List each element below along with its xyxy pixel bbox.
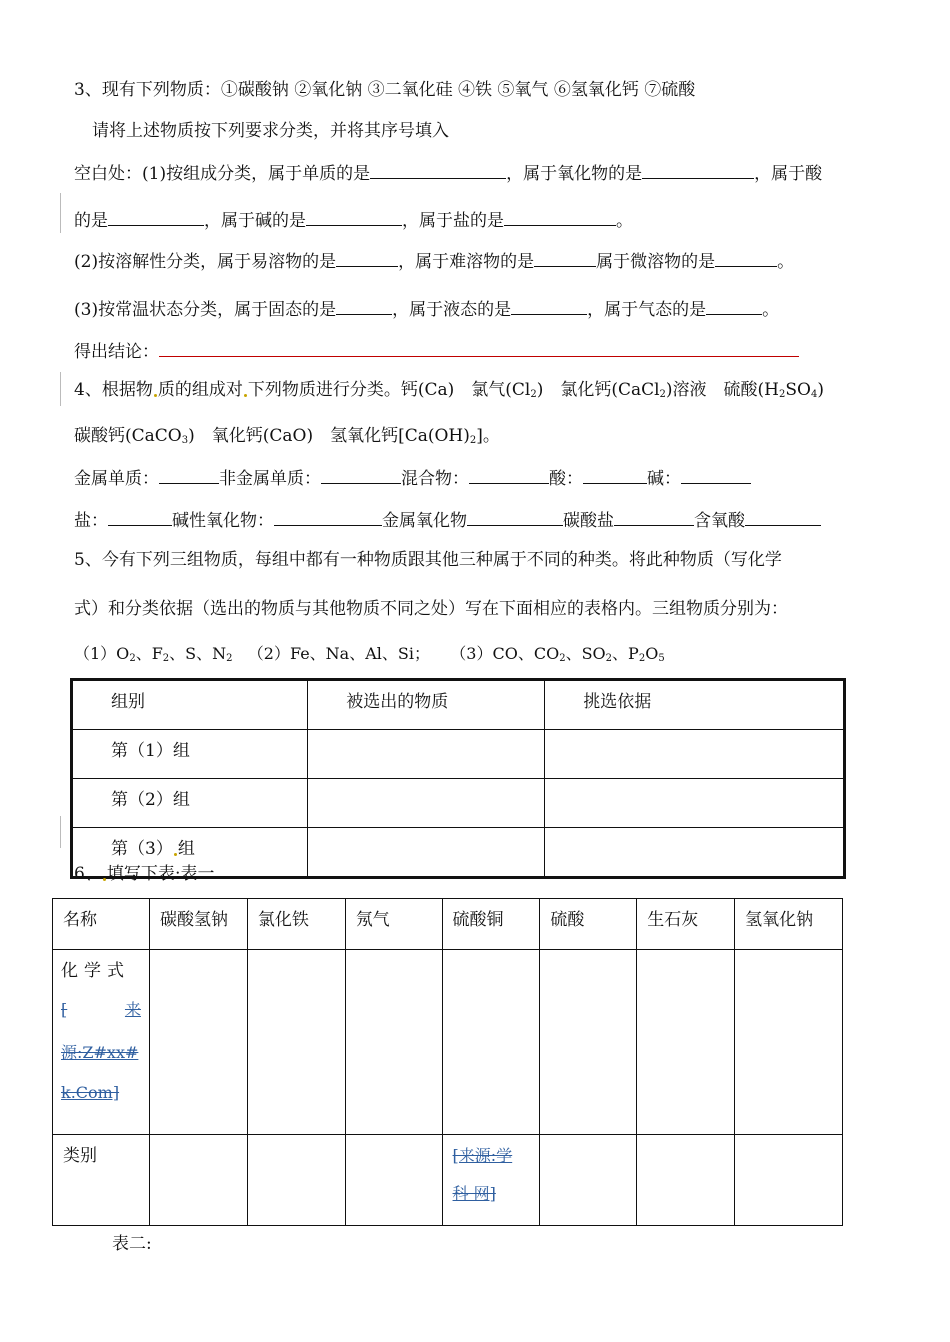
q6-row-formula-label: 化学式 [ 来 源:Z#xx# k.Com]	[53, 950, 150, 1135]
blank-q4-base[interactable]	[681, 465, 751, 484]
blank-insoluble[interactable]	[534, 248, 596, 267]
source-watermark: 来	[124, 1000, 141, 1019]
edge-mark	[60, 816, 61, 848]
blank-acid[interactable]	[108, 207, 204, 226]
q6-header: 氢氧化钠	[735, 899, 843, 950]
q5-cell-substance-1[interactable]	[308, 730, 545, 779]
blank-slightly-soluble[interactable]	[715, 248, 777, 267]
blank-conclusion[interactable]	[159, 338, 799, 357]
q6-formula-cell[interactable]	[149, 950, 247, 1135]
q4-line3: 金属单质： 非金属单质： 混合物： 酸： 碱：	[74, 465, 751, 491]
edge-mark	[60, 193, 61, 233]
q6-category-cell[interactable]	[442, 1135, 540, 1226]
blank-liquid[interactable]	[511, 296, 587, 315]
blank-salt[interactable]	[504, 207, 616, 226]
source-watermark: [来源:学	[452, 1146, 513, 1165]
q3-line5: (2)按溶解性分类，属于易溶物的是 ，属于难溶物的是 属于微溶物的是 。	[74, 248, 794, 274]
q6-table2-label: 表二:	[112, 1234, 152, 1254]
q6-category-cell[interactable]	[637, 1135, 735, 1226]
blank-basic-oxide[interactable]	[274, 507, 382, 526]
q6-formula-cell[interactable]	[442, 950, 540, 1135]
q6-header: 硫酸	[540, 899, 637, 950]
q6-table	[52, 898, 843, 1226]
q5-header-group: 组别	[72, 680, 308, 730]
source-watermark: 源:Z#xx#	[61, 1043, 139, 1062]
q5-row-label: 第（1）组	[72, 730, 308, 779]
blank-metal[interactable]	[159, 465, 219, 484]
blank-q4-acid[interactable]	[583, 465, 647, 484]
q5-cell-basis-3[interactable]	[545, 828, 845, 878]
blank-carbonate[interactable]	[614, 507, 694, 526]
source-watermark: 科 网]	[452, 1184, 496, 1203]
q6-formula-cell[interactable]	[345, 950, 442, 1135]
q6-header: 氖气	[345, 899, 442, 950]
blank-nonmetal[interactable]	[321, 465, 401, 484]
source-watermark: k.Com]	[61, 1083, 120, 1102]
q6-header: 氯化铁	[247, 899, 345, 950]
q4-line1: 4、根据物 质的组成对 下列物质进行分类。钙(Ca) 氯气$(Cl_2)$ 氯化钙(CaCl$_2$)溶液 硫酸$(H_2SO_4)$	[74, 380, 824, 400]
q5-header-basis: 挑选依据	[545, 680, 845, 730]
q6-category-cell[interactable]	[149, 1135, 247, 1226]
q6-formula-cell[interactable]	[247, 950, 345, 1135]
q6-category-cell[interactable]	[247, 1135, 345, 1226]
q6-header: 硫酸铜	[442, 899, 540, 950]
q5-row-label: 第（3） 组	[72, 828, 308, 878]
q3-line3: 空白处：(1)按组成分类，属于单质的是 ，属于氧化物的是 ，属于酸	[74, 160, 822, 186]
blank-q4-salt[interactable]	[108, 507, 172, 526]
q4-line2: 碳酸钙(CaCO$_3$) 氧化钙(CaO) 氢氧化钙$[Ca(OH)_2]$。	[74, 426, 500, 446]
q4-line4: 盐： 碱性氧化物： 金属氧化物 碳酸盐 含氧酸	[74, 507, 821, 533]
source-watermark: [	[61, 1000, 68, 1019]
q5-row-label: 第（2）组	[72, 779, 308, 828]
q5-header-substance: 被选出的物质	[308, 680, 545, 730]
q6-header: 碳酸氢钠	[149, 899, 247, 950]
q6-formula-cell[interactable]	[540, 950, 637, 1135]
q6-header-name: 名称	[53, 899, 150, 950]
blank-base[interactable]	[306, 207, 402, 226]
q3-line1: 3、现有下列物质：①碳酸钠 ②氧化钠 ③二氧化硅 ④铁 ⑤氧气 ⑥氢氧化钙 ⑦硫酸	[74, 80, 696, 100]
q6-formula-cell[interactable]	[735, 950, 843, 1135]
blank-soluble[interactable]	[336, 248, 398, 267]
q5-table	[70, 678, 846, 879]
q3-conclusion: 得出结论：	[74, 338, 799, 364]
blank-oxide[interactable]	[642, 160, 754, 179]
q5-cell-basis-2[interactable]	[545, 779, 845, 828]
q5-line1: 5、今有下列三组物质，每组中都有一种物质跟其他三种属于不同的种类。将此种物质（写化学	[74, 550, 782, 570]
q6-row-category-label: 类别	[53, 1135, 150, 1226]
q6-category-cell[interactable]	[735, 1135, 843, 1226]
q6-title: 6、 填写下表:表一	[74, 864, 215, 884]
q6-header: 生石灰	[637, 899, 735, 950]
q5-groups: $(1)O_2$、$F_2$、S、$N_2$ （2）Fe、Na、Al、Si； （3）CO、$CO_2$、$SO_2$、$P_2O_5$	[74, 644, 665, 664]
q5-cell-basis-1[interactable]	[545, 730, 845, 779]
blank-solid[interactable]	[336, 296, 392, 315]
q5-cell-substance-2[interactable]	[308, 779, 545, 828]
q3-line2: 请将上述物质按下列要求分类，并将其序号填入	[92, 121, 449, 141]
q5-line2: 式）和分类依据（选出的物质与其他物质不同之处）写在下面相应的表格内。三组物质分别为：	[74, 599, 788, 619]
blank-mixture[interactable]	[469, 465, 549, 484]
blank-gas[interactable]	[706, 296, 762, 315]
q6-category-cell[interactable]	[345, 1135, 442, 1226]
q5-cell-substance-3[interactable]	[308, 828, 545, 878]
blank-oxyacid[interactable]	[745, 507, 821, 526]
blank-element[interactable]	[370, 160, 506, 179]
q3-line4: 的是 ，属于碱的是 ，属于盐的是 。	[74, 207, 633, 233]
blank-metal-oxide[interactable]	[467, 507, 563, 526]
q6-formula-cell[interactable]	[637, 950, 735, 1135]
edge-mark	[60, 372, 61, 406]
q3-line6: (3)按常温状态分类，属于固态的是 ，属于液态的是 ，属于气态的是 。	[74, 296, 779, 322]
q6-category-cell[interactable]	[540, 1135, 637, 1226]
